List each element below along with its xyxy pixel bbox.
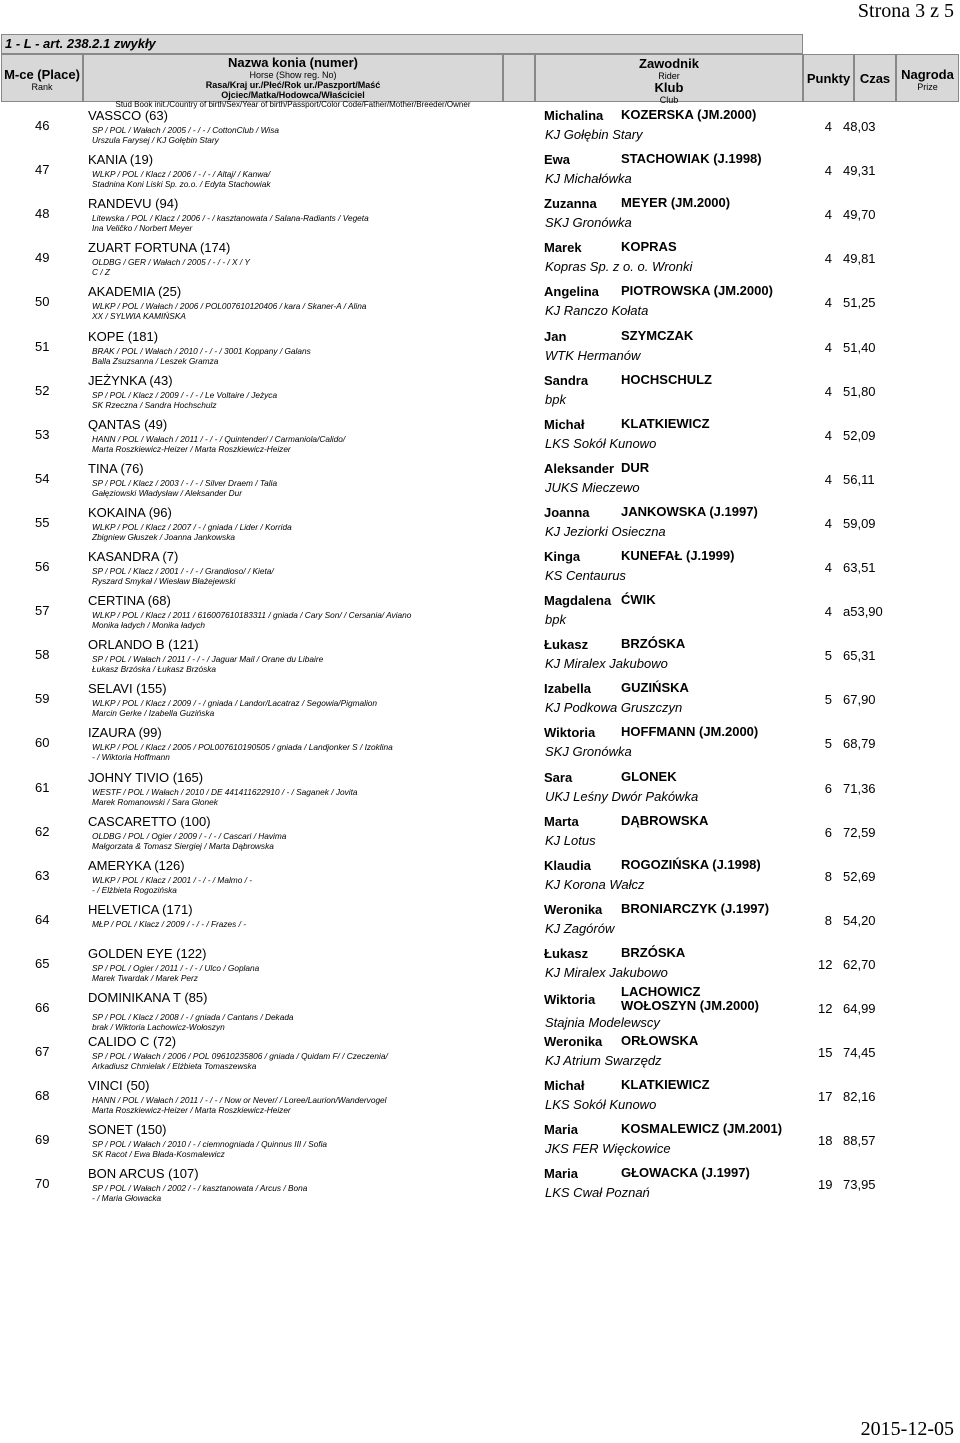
horse-details	[92, 213, 369, 233]
rider-last-name: GŁOWACKA (J.1997)	[621, 1165, 750, 1181]
horse-name: JEŻYNKA (43)	[88, 372, 173, 388]
points-cell: 4	[824, 471, 832, 487]
horse-details	[92, 566, 274, 586]
points-cell: 5	[824, 736, 832, 752]
horse-details	[92, 478, 277, 498]
table-row	[0, 942, 960, 986]
rider-last-name: MEYER (JM.2000)	[621, 195, 731, 211]
horse-details	[92, 610, 411, 630]
horse-details-line2: Ryszard Smykał / Wiesław Błażejewski	[92, 576, 236, 586]
horse-details	[92, 742, 393, 762]
club-name: KJ Zagórów	[545, 920, 615, 936]
rank-cell: 47	[35, 162, 50, 178]
table-row	[0, 325, 960, 369]
rank-cell: 59	[35, 691, 50, 707]
horse-name: SONET (150)	[88, 1122, 167, 1138]
club-name: KJ Atrium Swarzędz	[545, 1053, 662, 1069]
rider-last-name: GLONEK	[621, 768, 677, 784]
points-cell: 5	[824, 648, 832, 664]
points-cell: 8	[824, 912, 832, 928]
table-row	[0, 148, 960, 192]
horse-details-line2: Łukasz Brzóska / Łukasz Brzóska	[92, 664, 217, 675]
time-cell: 63,51	[843, 560, 876, 575]
rider-first-name: Jan	[544, 328, 567, 344]
time-cell: 52,09	[843, 427, 876, 443]
horse-name: KANIA (19)	[88, 152, 154, 168]
horse-details	[92, 522, 292, 542]
club-name: JKS FER Więckowice	[545, 1141, 671, 1157]
points-cell: 4	[824, 251, 832, 267]
horse-name: BON ARCUS (107)	[88, 1166, 199, 1182]
club-name: KJ Lotus	[545, 832, 596, 848]
horse-name: HELVETICA (171)	[88, 901, 193, 917]
rank-cell: 64	[35, 911, 50, 927]
horse-details-line1: WLKP / POL / Klacz / 2011 / 616007610183311 / gniada / Cary Son/ / Cersania/ Aviano	[92, 610, 412, 621]
time-cell: 71,36	[843, 780, 876, 796]
rank-cell: 67	[35, 1044, 50, 1060]
horse-name: QANTAS (49)	[88, 416, 168, 432]
rider-last-name: GUZIŃSKA	[621, 680, 689, 696]
horse-details	[92, 875, 252, 895]
rider-last-name: JANKOWSKA (J.1997)	[621, 503, 758, 519]
club-name: KJ Korona Wałcz	[545, 876, 645, 892]
horse-details-line1: SP / POL / Wałach / 2006 / POL 09610235806 / gniada / Quidam F/ / Czeczenia/	[92, 1051, 388, 1062]
club-name: JUKS Mieczewo	[545, 479, 640, 495]
header-rank-pl: M-ce (Place)	[4, 67, 80, 82]
horse-details-line1: SP / POL / Wałach / 2011 / - / - / Jaguar Mail / Orane du Libaire	[92, 654, 324, 665]
horse-details-line2: Marta Roszkiewicz-Heizer / Marta Roszkiewicz-Heizer	[92, 443, 291, 454]
horse-name: VINCI (50)	[88, 1078, 150, 1094]
time-cell: 49,70	[843, 207, 876, 223]
rider-first-name: Ewa	[544, 152, 571, 168]
horse-details-line2: Marek Twardak / Marek Perz	[92, 972, 198, 983]
rider-last-name: KOPRAS	[621, 239, 677, 255]
club-name: KJ Miralex Jakubowo	[545, 656, 668, 672]
horse-details-line2: Zbigniew Głuszek / Joanna Jankowska	[92, 531, 235, 542]
horse-details-line1: Litewska / POL / Klacz / 2006 / - / kasztanowata / Salana-Radiants / Vegeta	[92, 213, 369, 224]
time-cell: 82,16	[843, 1089, 876, 1105]
rider-last-name: KOZERSKA (JM.2000)	[621, 107, 757, 122]
header-club-en: Club	[659, 95, 679, 105]
rank-cell: 60	[35, 735, 50, 751]
rider-first-name: Michalina	[544, 108, 604, 123]
horse-details-line2: Marcin Gerke / Izabella Guzińska	[92, 708, 215, 719]
club-name: KS Centaurus	[545, 568, 626, 583]
time-cell: a53,90	[843, 604, 883, 620]
horse-name: SELAVI (155)	[88, 681, 167, 697]
time-cell: 68,79	[843, 736, 876, 752]
horse-details-line2: SK Racot / Ewa Błada-Kosmalewicz	[92, 1149, 225, 1160]
horse-name: KASANDRA (7)	[88, 549, 179, 564]
horse-details-line1: WESTF / POL / Wałach / 2010 / DE 441411622910 / - / Saganek / Jovita	[92, 786, 358, 797]
rank-cell: 63	[35, 867, 50, 883]
rider-first-name: Marek	[544, 240, 582, 256]
table-row	[0, 1030, 960, 1074]
rider-first-name: Izabella	[544, 681, 591, 697]
rider-first-name: Marta	[544, 813, 579, 829]
time-cell: 67,90	[843, 692, 876, 708]
table-row	[0, 457, 960, 501]
rider-first-name: Zuzanna	[544, 196, 597, 212]
points-cell: 18	[818, 1133, 833, 1149]
club-name: LKS Sokół Kunowo	[545, 1097, 657, 1113]
club-name: KJ Ranczo Kołata	[545, 303, 649, 319]
club-name: KJ Miralex Jakubowo	[545, 964, 668, 980]
rank-cell: 51	[35, 338, 50, 354]
rank-cell: 69	[35, 1132, 50, 1148]
table-row	[0, 677, 960, 721]
horse-details	[92, 257, 250, 277]
horse-name: ORLANDO B (121)	[88, 637, 199, 653]
table-row	[0, 1118, 960, 1162]
horse-details-line1: SP / POL / Klacz / 2008 / - / gniada / Cantans / Dekada	[92, 1012, 294, 1022]
rank-cell: 54	[35, 470, 50, 486]
rider-last-name: ORŁOWSKA	[621, 1033, 699, 1049]
points-cell: 4	[824, 339, 832, 355]
rider-last-name: DUR	[621, 459, 650, 475]
points-cell: 4	[824, 295, 832, 311]
rider-first-name: Magdalena	[544, 593, 612, 609]
rider-first-name: Maria	[544, 1166, 578, 1182]
horse-details	[92, 963, 259, 983]
club-name: SKJ Gronówka	[545, 744, 632, 760]
horse-details	[92, 698, 377, 718]
rank-cell: 61	[35, 779, 50, 795]
header-points-label: Punkty	[806, 71, 851, 86]
horse-details-line1: OLDBG / POL / Ogier / 2009 / - / - / Cascari / Havima	[92, 830, 287, 841]
horse-details-line1: SP / POL / Ogier / 2011 / - / - / Ulco / Goplana	[92, 962, 260, 973]
rank-cell: 55	[35, 514, 50, 530]
header-time	[854, 54, 896, 102]
horse-name: KOKAINA (96)	[88, 504, 172, 520]
horse-details-line2: brak / Wiktoria Lachowicz-Wołoszyn	[92, 1022, 225, 1032]
horse-details	[92, 1183, 307, 1203]
time-cell: 72,59	[843, 824, 876, 840]
rider-first-name: Łukasz	[544, 945, 589, 961]
horse-details-line1: MŁP / POL / Klacz / 2009 / - / - / Frazes / -	[92, 918, 247, 929]
horse-details-line1: HANN / POL / Wałach / 2011 / - / - / Quintender/ / Carmaniola/Calido/	[92, 433, 346, 444]
horse-details	[92, 1139, 327, 1159]
header-horse-line5: Stud Book init./Country of birth/Sex/Year of birth/Passport/Color Code/Father/Mother/Breeder/Owner	[115, 100, 471, 109]
rank-cell: 50	[35, 294, 50, 310]
rider-last-name: HOFFMANN (JM.2000)	[621, 724, 759, 740]
rank-cell: 49	[35, 250, 50, 266]
rank-cell: 48	[35, 206, 50, 222]
rider-first-name: Wiktoria	[544, 992, 596, 1007]
horse-name: AKADEMIA (25)	[88, 284, 182, 300]
horse-name: KOPE (181)	[88, 328, 159, 344]
horse-details-line1: SP / POL / Wałach / 2005 / - / - / CottonClub / Wisa	[92, 125, 279, 135]
header-points	[803, 54, 854, 102]
club-name: Stajnia Modelewscy	[545, 1015, 660, 1030]
points-cell: 4	[824, 119, 832, 134]
table-row	[0, 898, 960, 942]
table-row	[0, 236, 960, 280]
rank-cell: 53	[35, 426, 50, 442]
rank-cell: 66	[35, 1000, 50, 1015]
rider-last-name: ĆWIK	[621, 592, 656, 608]
time-cell: 64,99	[843, 1001, 876, 1016]
horse-details-line1: WLKP / POL / Klacz / 2001 / - / - / Malmo / -	[92, 874, 252, 885]
rider-last-name: KUNEFAŁ (J.1999)	[621, 548, 735, 563]
time-cell: 65,31	[843, 648, 876, 664]
club-name: LKS Cwał Poznań	[545, 1185, 650, 1201]
points-cell: 8	[824, 868, 832, 884]
horse-details	[92, 346, 311, 366]
club-name: WTK Hermanów	[545, 347, 641, 363]
horse-details	[92, 390, 277, 410]
club-name: bpk	[545, 612, 566, 628]
rider-first-name: Weronika	[544, 901, 603, 917]
club-name: Kopras Sp. z o. o. Wronki	[545, 259, 693, 275]
rider-first-name: Maria	[544, 1122, 578, 1138]
rider-last-name: DĄBROWSKA	[621, 812, 709, 828]
table-row	[0, 545, 960, 589]
horse-details	[92, 1012, 294, 1032]
horse-details	[92, 654, 323, 674]
horse-details-line2: Stadnina Koni Liski Sp. zo.o. / Edyta Stachowiak	[92, 179, 271, 190]
horse-name: CASCARETTO (100)	[88, 813, 211, 829]
club-name: KJ Jeziorki Osieczna	[545, 523, 666, 539]
horse-details-line2: Monika ładych / Monika ładych	[92, 620, 205, 631]
header-time-label: Czas	[859, 71, 891, 86]
table-row	[0, 633, 960, 677]
rider-last-name: KLATKIEWICZ	[621, 1077, 710, 1093]
table-row	[0, 589, 960, 633]
time-cell: 51,25	[843, 295, 876, 311]
header-horse	[83, 54, 503, 109]
time-cell: 54,20	[843, 912, 876, 928]
horse-details	[92, 787, 358, 807]
horse-name: CERTINA (68)	[88, 593, 171, 609]
horse-details-line2: Marek Romanowski / Sara Glonek	[92, 796, 218, 807]
points-cell: 4	[824, 427, 832, 443]
rider-first-name: Weronika	[544, 1034, 603, 1050]
rider-first-name: Łukasz	[544, 637, 589, 653]
horse-name: DOMINIKANA T (85)	[88, 990, 208, 1005]
header-prize-en: Prize	[917, 82, 938, 92]
points-cell: 4	[824, 207, 832, 223]
horse-details-line1: WLKP / POL / Wałach / 2006 / POL007610120406 / kara / Skaner-A / Alina	[92, 301, 367, 312]
points-cell: 12	[818, 956, 833, 972]
club-name: KJ Gołębin Stary	[545, 127, 643, 142]
table-row	[0, 1074, 960, 1118]
rider-first-name: Michał	[544, 416, 585, 432]
rider-last-name: KLATKIEWICZ	[621, 415, 710, 431]
time-cell: 48,03	[843, 119, 876, 134]
club-name: LKS Sokół Kunowo	[545, 435, 657, 451]
table-row	[0, 986, 960, 1030]
horse-details	[92, 434, 345, 454]
horse-details-line1: WLKP / POL / Klacz / 2006 / - / - / Altaj/ / Kanwa/	[92, 169, 271, 180]
time-cell: 62,70	[843, 956, 876, 972]
club-name: KJ Michałówka	[545, 171, 632, 187]
points-cell: 17	[818, 1089, 833, 1105]
horse-details-line2: Balla Zsuzsanna / Leszek Gramza	[92, 355, 219, 366]
horse-details	[92, 831, 286, 851]
club-name: SKJ Gronówka	[545, 215, 632, 231]
rank-cell: 62	[35, 823, 50, 839]
time-cell: 49,81	[843, 251, 876, 267]
horse-details-line2: XX / SYLWIA KAMIŃSKA	[92, 311, 186, 322]
time-cell: 74,45	[843, 1045, 876, 1061]
time-cell: 56,11	[843, 471, 875, 487]
horse-details	[92, 169, 270, 189]
page-number: Strona 3 z 5	[857, 0, 954, 22]
time-cell: 51,40	[843, 339, 876, 355]
points-cell: 4	[824, 560, 832, 575]
horse-details-line2: Małgorzata & Tomasz Siergiej / Marta Dąbrowska	[92, 840, 274, 851]
horse-details	[92, 125, 279, 145]
points-cell: 5	[824, 692, 832, 708]
horse-details	[92, 301, 366, 321]
rider-last-name: BRZÓSKA	[621, 944, 686, 960]
points-cell: 6	[824, 780, 832, 796]
competition-title: 1 - L - art. 238.2.1 zwykły	[1, 34, 803, 54]
horse-details-line1: SP / POL / Klacz / 2001 / - / - / Grandioso/ / Kieta/	[92, 566, 274, 576]
horse-details-line2: SK Rzeczna / Sandra Hochschulz	[92, 399, 217, 410]
horse-details-line1: SP / POL / Klacz / 2009 / - / - / Le Voltaire / Jeżyca	[92, 389, 278, 400]
horse-details-line1: WLKP / POL / Klacz / 2007 / - / gniada / Lider / Korrida	[92, 521, 292, 532]
horse-details-line2: Urszula Farysej / KJ Gołębin Stary	[92, 135, 219, 145]
horse-details-line1: BRAK / POL / Wałach / 2010 / - / - / 3001 Koppany / Galans	[92, 345, 311, 356]
time-cell: 73,95	[843, 1177, 876, 1193]
rider-first-name: Sara	[544, 769, 573, 785]
horse-name: IZAURA (99)	[88, 725, 162, 741]
rider-last-name: PIOTROWSKA (JM.2000)	[621, 283, 773, 299]
table-row	[0, 721, 960, 765]
rank-cell: 57	[35, 603, 50, 619]
table-row	[0, 501, 960, 545]
rider-first-name: Joanna	[544, 504, 590, 520]
points-cell: 6	[824, 824, 832, 840]
club-name: bpk	[545, 391, 566, 407]
footer-date: 2015-12-05	[860, 1418, 954, 1440]
horse-details-line1: WLKP / POL / Klacz / 2005 / POL007610190505 / gniada / Landjonker S / Izoklina	[92, 742, 393, 753]
points-cell: 4	[824, 383, 832, 399]
rider-last-name: SZYMCZAK	[621, 327, 694, 343]
rank-cell: 68	[35, 1088, 50, 1104]
rider-first-name: Angelina	[544, 284, 599, 300]
rider-first-name: Wiktoria	[544, 725, 596, 741]
table-row	[0, 413, 960, 457]
horse-name: RANDEVU (94)	[88, 196, 179, 212]
header-horse-line4: Ojciec/Matka/Hodowca/Właściciel	[221, 90, 365, 100]
rider-first-name: Klaudia	[544, 857, 591, 873]
horse-details-line1: SP / POL / Wałach / 2010 / - / ciemnogniada / Quinnus III / Sofia	[92, 1139, 328, 1150]
table-row	[0, 192, 960, 236]
table-row	[0, 810, 960, 854]
time-cell: 88,57	[843, 1133, 876, 1149]
horse-details	[92, 1095, 387, 1115]
rider-last-name: HOCHSCHULZ	[621, 371, 712, 387]
points-cell: 19	[818, 1177, 833, 1193]
rider-last-name: KOSMALEWICZ (JM.2001)	[621, 1121, 783, 1137]
horse-details-line2: - / Wiktoria Hoffmann	[92, 752, 170, 763]
club-name: KJ Podkowa Gruszczyn	[545, 700, 683, 716]
table-row	[0, 854, 960, 898]
horse-details-line2: - / Maria Głowacka	[92, 1193, 162, 1204]
rank-cell: 65	[35, 955, 50, 971]
horse-name: TINA (76)	[88, 460, 144, 476]
table-row	[0, 280, 960, 324]
rank-cell: 70	[35, 1176, 50, 1192]
horse-details-line1: WLKP / POL / Klacz / 2009 / - / gniada / Landor/Lacatraz / Segowia/Pigmalion	[92, 698, 378, 709]
horse-name: JOHNY TIVIO (165)	[88, 769, 204, 785]
rider-first-name: Kinga	[544, 549, 581, 564]
table-row	[0, 104, 960, 148]
header-prize	[896, 54, 959, 102]
header-spacer	[503, 54, 535, 102]
points-cell: 15	[818, 1045, 833, 1061]
header-horse-en: Horse (Show reg. No)	[249, 70, 337, 80]
horse-name: GOLDEN EYE (122)	[88, 945, 207, 961]
horse-name: AMERYKA (126)	[88, 857, 185, 873]
horse-details-line1: SP / POL / Wałach / 2002 / - / kasztanowata / Arcus / Bona	[92, 1183, 308, 1194]
rank-cell: 46	[35, 118, 50, 133]
rider-first-name: Aleksander	[544, 460, 615, 476]
rider-first-name: Sandra	[544, 372, 589, 388]
rider-last-name: ROGOZIŃSKA (J.1998)	[621, 856, 761, 872]
horse-details-line2: Marta Roszkiewicz-Heizer / Marta Roszkiewicz-Heizer	[92, 1105, 291, 1116]
horse-details-line1: HANN / POL / Wałach / 2011 / - / - / Now or Never/ / Loree/Laurion/Wandervogel	[92, 1095, 387, 1106]
header-prize-pl: Nagroda	[901, 67, 954, 82]
header-horse-line3: Rasa/Kraj ur./Płeć/Rok ur./Paszport/Maść	[205, 80, 381, 90]
time-cell: 49,31	[843, 163, 876, 179]
table-row	[0, 369, 960, 413]
rider-last-name: BRZÓSKA	[621, 636, 686, 652]
header-club-pl: Klub	[654, 80, 684, 95]
horse-details-line2: Arkadiusz Chmielak / Elżbieta Tomaszewska	[92, 1061, 257, 1072]
club-name: UKJ Leśny Dwór Pakówka	[545, 788, 699, 804]
points-cell: 12	[818, 1001, 833, 1016]
table-row	[0, 1162, 960, 1206]
points-cell: 4	[824, 163, 832, 179]
horse-name: ZUART FORTUNA (174)	[88, 240, 231, 256]
time-cell: 52,69	[843, 868, 876, 884]
header-rider-en: Rider	[658, 71, 680, 81]
rider-last-name: LACHOWICZ WOŁOSZYN (JM.2000)	[621, 984, 759, 1013]
header-rider-pl: Zawodnik	[639, 56, 699, 71]
points-cell: 4	[824, 604, 832, 620]
header-horse-pl: Nazwa konia (numer)	[227, 55, 359, 70]
horse-name: CALIDO C (72)	[88, 1034, 177, 1050]
horse-details	[92, 919, 246, 929]
rank-cell: 56	[35, 559, 50, 574]
time-cell: 51,80	[843, 383, 876, 399]
header-rank	[1, 54, 83, 102]
table-row	[0, 766, 960, 810]
horse-details	[92, 1051, 388, 1071]
horse-details-line2: Ina Veličko / Norbert Meyer	[92, 223, 193, 234]
rank-cell: 52	[35, 382, 50, 398]
header-rider	[535, 54, 803, 105]
horse-details-line2: Gałęziowski Władysław / Aleksander Dur	[92, 487, 243, 498]
rider-last-name: BRONIARCZYK (J.1997)	[621, 900, 770, 916]
horse-name: VASSCO (63)	[88, 108, 168, 123]
horse-details-line2: C / Z	[92, 267, 110, 278]
rank-cell: 58	[35, 647, 50, 663]
rider-first-name: Michał	[544, 1078, 585, 1094]
rider-last-name: STACHOWIAK (J.1998)	[621, 151, 762, 167]
horse-details-line1: SP / POL / Klacz / 2003 / - / - / Silver Draem / Talia	[92, 477, 278, 488]
points-cell: 4	[824, 515, 832, 531]
time-cell: 59,09	[843, 515, 876, 531]
horse-details-line2: - / Elżbieta Rogozińska	[92, 884, 177, 895]
header-rank-en: Rank	[31, 82, 53, 92]
horse-details-line1: OLDBG / GER / Wałach / 2005 / - / - / X / Y	[92, 257, 250, 268]
